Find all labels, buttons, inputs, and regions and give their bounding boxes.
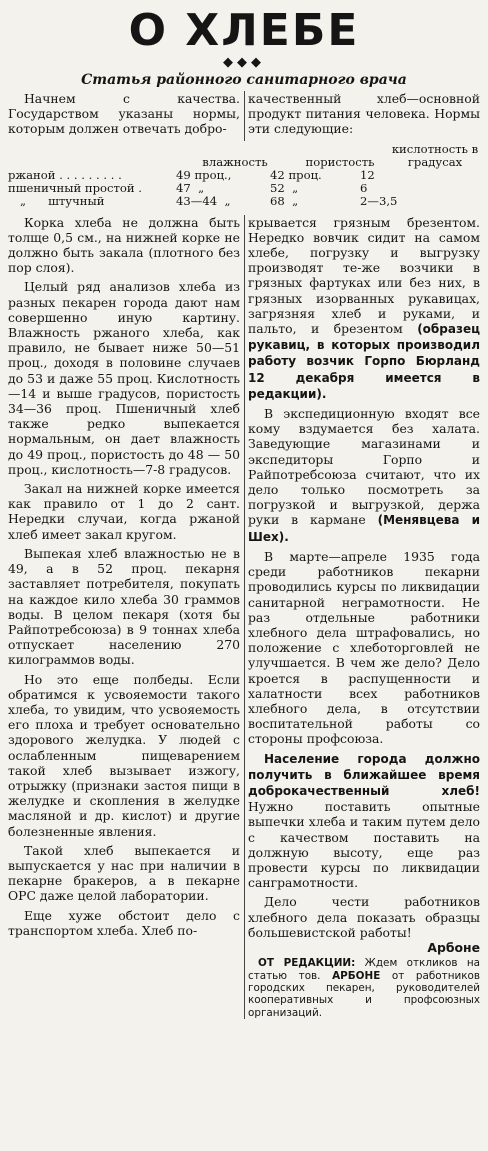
paragraph-bold-call: Население города должно получить в ближайшее время доброкачественный хлеб!: [248, 751, 480, 798]
paragraph-bold-note: (образец рукавиц, в которых производил работу возчик Горпо Бюрланд 12 декабря имеется в редакции).: [248, 322, 480, 401]
paragraph-text: В экспедиционную входят все кому вздумается без халата. Заведующие магазинами и экспедиторы Горпо и Райпотребсоюза считают, что их дело только посмотреть за погрузкой и выгрузкой, держа руки в кармане: [248, 406, 480, 528]
row-moisture: 49 проц.,: [176, 168, 232, 183]
row-moisture: 43—44 „: [176, 194, 231, 209]
header-moisture: влажность: [202, 154, 268, 169]
norms-table-header: [8, 143, 480, 169]
row-acidity: 6: [360, 181, 368, 196]
paragraph-text: Нужно поставить опытные выпечки хлеба и таким путем дело с качеством поставить на должную высоту, еще раз провести курсы по ликвидации санграмотности.: [248, 799, 480, 891]
paragraph: Такой хлеб выпекается и выпускается у нас при наличии в пекарне бракеров, а в пекарне ОРС даже целой лаборатории.: [8, 842, 240, 904]
editor-text: от работников городских пекарен, руководителей кооперативных и профсоюзных организаций.: [248, 969, 480, 1019]
paragraph: В марте—апреле 1935 года среди работников пекарни проводились курсы по ликвидации санитарной неграмотности. Не раз отдельные работники хлебного дела штрафовались, но положение с хлеботорговлей не улучшается. В чем же дело? Дело кроется в распущенности и халатности всех работников хлебного дела, в отсутствии воспитательной работы со стороны профсоюза.: [248, 548, 480, 747]
paragraph-bold-note: (Менявцева и Шех).: [248, 513, 480, 544]
editorial-note: [248, 957, 480, 1019]
paragraph: Целый ряд анализов хлеба из разных пекарен города дают нам совершенно иную картину. Влажность ржаного хлеба, как правило, не бывает ниже 50—51 проц., доходя в половине случаев до 53 и даже 55 проц. Кислотность—14 и выше градусов, пористость 34—36 проц. Пшеничный хлеб также редко выпекается нормальным, он дает влажность до 49 проц., пористость до 48 — 50 проц., кислотность—7-8 градусов.: [8, 279, 240, 477]
intro-right: [248, 91, 480, 141]
intro-left: [8, 91, 240, 141]
intro-right-text: качественный хлеб—основной продукт питания человека. Нормы эти следующие:: [248, 91, 480, 137]
headline-ornament: ◆◆◆: [223, 55, 265, 70]
row-acidity: 2—3,5: [360, 194, 398, 209]
paragraph: Дело чести работников хлебного дела показать образцы большевистской работы!: [248, 894, 480, 940]
paragraph: [248, 215, 480, 402]
body-columns: [8, 215, 480, 1020]
intro-left-text: Начнем с качества. Государством указаны нормы, которым должен отвечать добро-: [8, 91, 240, 137]
author-signature: Арбоне: [427, 939, 480, 955]
editor-author-name: АРБОНЕ: [332, 969, 381, 982]
paragraph-text: крывается грязным брезентом. Нередко вовчик сидит на самом хлебе, погрузку и выгрузку производят те-же возчики в грязных фартуках или без них, в грязных изорванных рукавицах, загрязняя хлеб и руками, и пальто, и брезентом: [248, 214, 480, 337]
left-column: [8, 215, 240, 1020]
row-name: пшеничный простой .: [8, 181, 142, 196]
row-porosity: 68 „: [270, 194, 299, 209]
row-acidity: 12: [360, 168, 375, 183]
article-subtitle: Статья районного санитарного врача: [81, 72, 407, 88]
row-name: „ штучный: [20, 194, 105, 209]
column-divider: [244, 91, 245, 141]
row-porosity: 42 проц.: [270, 168, 322, 183]
editor-label: ОТ РЕДАКЦИИ:: [258, 957, 356, 970]
article-headline: О ХЛЕБЕ: [128, 5, 360, 56]
table-row: [8, 195, 480, 208]
bread-norms-table: [8, 143, 480, 209]
paragraph: Но это еще полбеды. Если обратимся к усвояемости такого хлеба, то увидим, что усвояемость его плоха и требует основательно здорового желудка. У людей с ослабленным пищеварением такой хлеб вызывает изжогу, отрыжку (признаки застоя пищи в желудке и скопления в желудке масляной и др. кислот) и другие болезненные явления.: [8, 671, 240, 839]
editor-text: Ждем откликов на статью тов.: [248, 957, 481, 982]
row-moisture: 47 „: [176, 181, 205, 196]
paragraph: Корка хлеба не должна быть толще 0,5 см., на нижней корке не должно быть закала (плотного без пор слоя).: [8, 214, 240, 276]
row-porosity: 52 „: [270, 181, 299, 196]
row-name: ржаной . . . . . . . . .: [8, 168, 122, 183]
column-divider: [244, 215, 245, 1020]
paragraph: [248, 406, 480, 545]
paragraph: [248, 751, 480, 891]
paragraph: Еще хуже обстоит дело с транспортом хлеба. Хлеб по-: [8, 907, 240, 938]
header-acidity: кислотность в градусах: [391, 141, 479, 169]
header-porosity: пористость: [305, 154, 375, 169]
paragraph: Закал на нижней корке имеется как правило от 1 до 2 сант. Нередки случаи, когда ржаной хлеб имеет закал кругом.: [8, 481, 240, 542]
intro-columns: [8, 91, 480, 141]
right-column: [248, 215, 480, 1020]
paragraph: Выпекая хлеб влажностью не в 49, а в 52 проц. пекарня заставляет потребителя, покупать на каждое кило хлеба 30 граммов воды. В целом пекаря (хотя бы Райпотребсоюза) в 9 тоннах хлеба отпускает населению 270 килограммов воды.: [8, 545, 240, 668]
